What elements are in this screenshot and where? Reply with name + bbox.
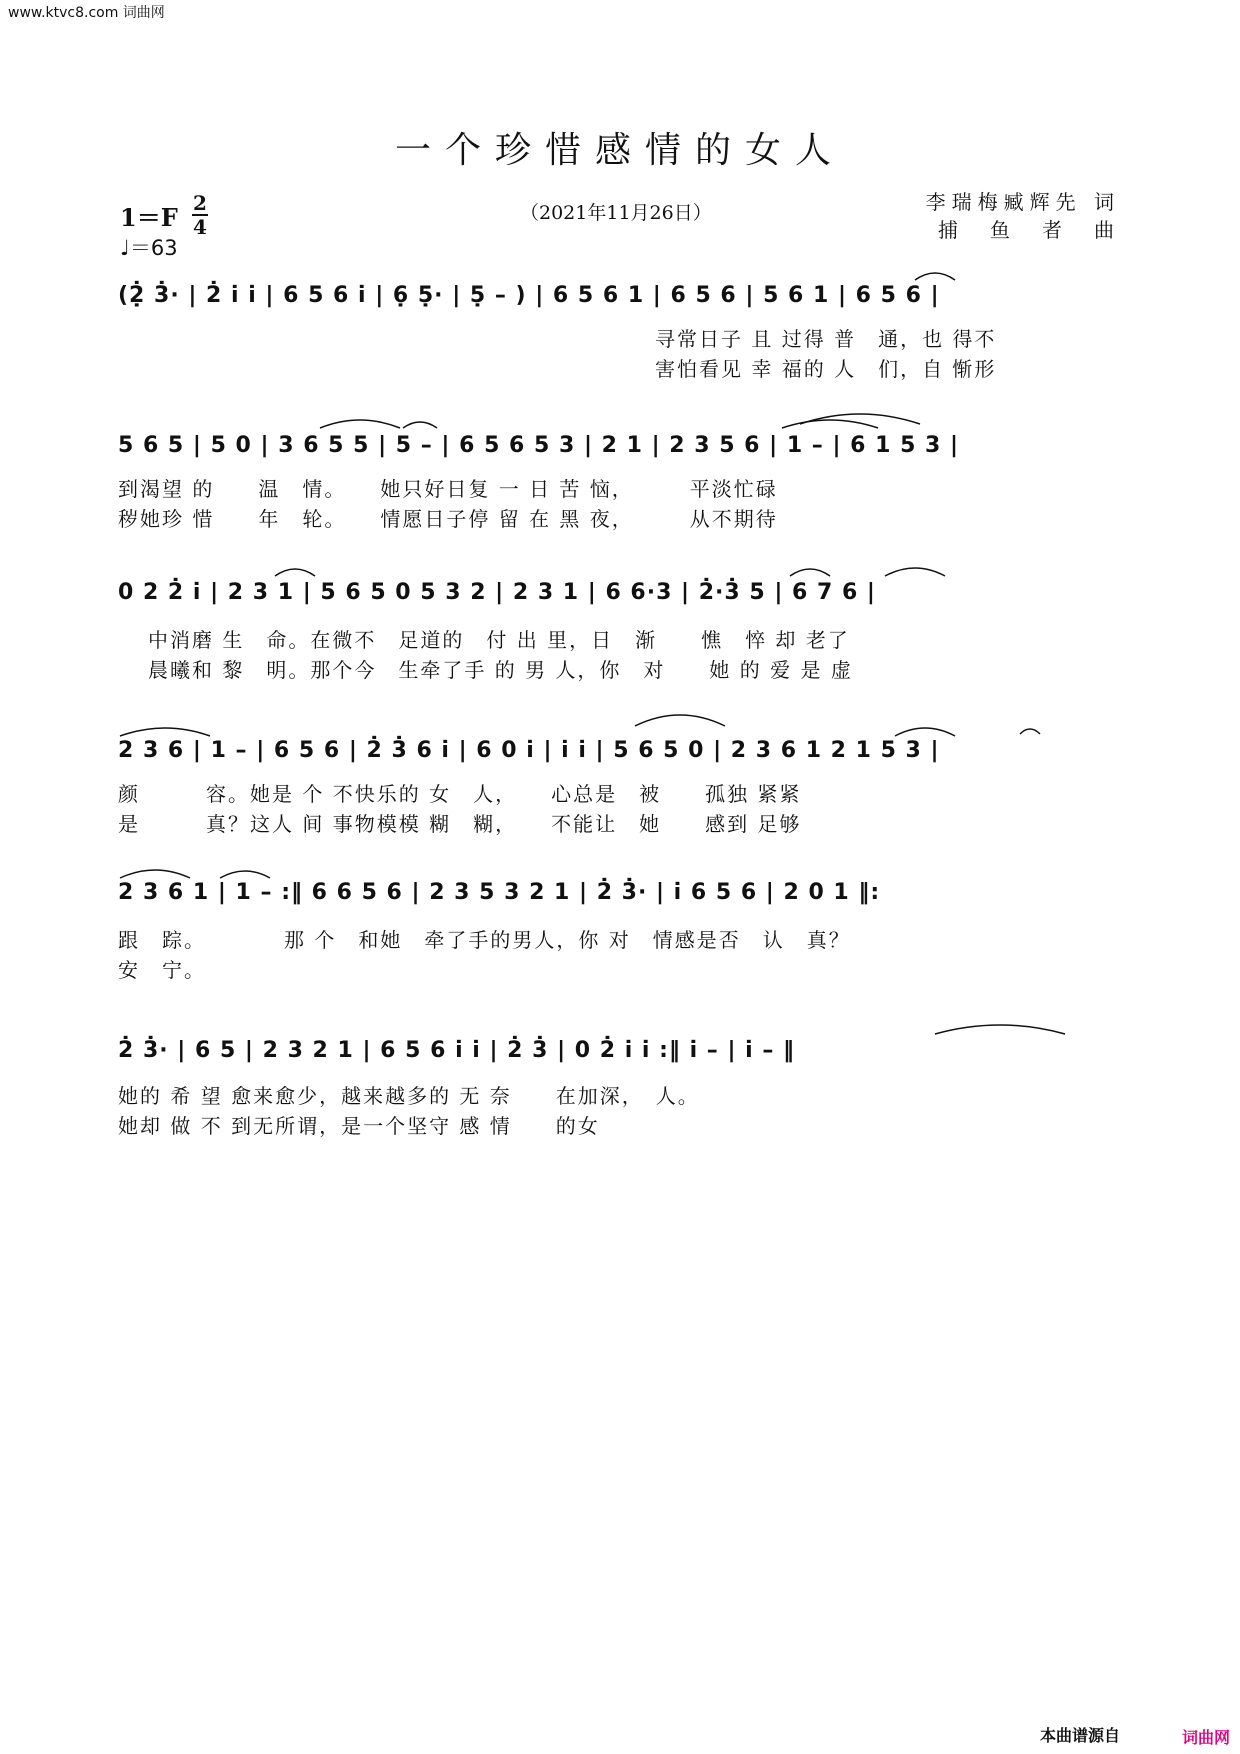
slur [885,568,945,576]
score-row-2-lyrics-verse2: 秽她珍 惜 年 轮。 情愿日子停 留 在 黑 夜， 从不期待 [118,507,778,531]
slur [915,273,955,280]
slur [220,871,270,878]
score-row-1-notes: (2̣̇ 3̇· | 2̇ i̇ i̇ | 6 5 6 i̇ | 6̣ 5̣· | 5̣ – ) | 6 5 6 1 | 6 5 6 | 5 6 1 | 6 5 6 | [118,283,940,308]
score-row-5-lyrics-verse1: 跟 踪。 那 个 和她 牵了手的男人，你 对 情感是否 认 真？ [118,928,851,952]
time-signature-top: 2 [193,191,207,215]
score-row-5-notes: 2 3 6 1 | 1 – :‖ 6 6 5 6 | 2 3 5 3 2 1 | 2̇ 3̇· | i̇ 6 5 6 | 2 0 1 ‖: [118,880,881,905]
time-signature-bottom: 4 [193,215,207,239]
tempo-marking: ♩＝63 [120,236,178,260]
score-row-5-lyrics-verse2: 安 宁。 [118,958,206,982]
score-row-1-lyrics-verse1: 寻常日子 且 过得 普 通，也 得不 [655,327,997,351]
score-row-6-notes: 2̇ 3̇· | 6 5 | 2 3 2 1 | 6 5 6 i̇ i̇ | 2̇ 3̇ | 0 2̇ i̇ i̇ :‖ i̇ – | i̇ – ‖ [118,1038,796,1063]
source-label: 本曲谱源自 [1039,1726,1120,1745]
slur [120,870,190,878]
composer-credit: 捕 鱼 者 曲 [938,218,1120,242]
slur [275,569,315,576]
slur [635,715,725,726]
site-watermark: www.ktvc8.com 词曲网 [8,5,165,21]
score-row-4-lyrics-verse1: 颜 容。她是 个 不快乐的 女 人， 心总是 被 孤独 紧紧 [118,782,802,806]
slur [320,420,400,428]
score-row-6-lyrics-verse2: 她却 做 不 到无所谓，是一个坚守 感 情 的女 [118,1114,600,1138]
composition-date: （2021年11月26日） [520,202,712,224]
slur [782,420,878,428]
score-row-3-notes: 0 2 2̇ i̇ | 2 3 1 | 5 6 5 0 5 3 2 | 2 3 1 | 6 6·3 | 2̇·3̇ 5 | 6 7 6 | [118,580,876,605]
slur [120,728,210,736]
score-row-1-lyrics-verse2: 害怕看见 幸 福的 人 们，自 惭形 [655,357,997,381]
score-row-3-lyrics-verse2: 晨曦和 黎 明。那个今 生牵了手 的 男 人，你 对 她 的 爱 是 虚 [148,658,853,682]
slur [895,728,955,736]
score-row-6-lyrics-verse1: 她的 希 望 愈来愈少，越来越多的 无 奈 在加深， 人。 [118,1084,700,1108]
score-row-4-notes: 2 3 6 | 1 – | 6 5 6 | 2̇ 3̇ 6 i̇ | 6 0 i̇ | i̇ i̇ | 5 6 5 0 | 2 3 6 1 2 1 5 3 | [118,738,940,763]
score-row-2-lyrics-verse1: 到渴望 的 温 情。 她只好日复 一 日 苦 恼， 平淡忙碌 [118,477,778,501]
key-signature: 1＝F [120,203,178,232]
score-row-4-lyrics-verse2: 是 真？这人 间 事物模模 糊 糊， 不能让 她 感到 足够 [118,812,802,836]
slur [1020,729,1040,734]
slur [790,569,830,576]
lyricist-credit: 李瑞梅臧辉先 词 [925,190,1120,214]
slur [403,422,437,428]
score-row-3-lyrics-verse1: 中消磨 生 命。在微不 足道的 付 出 里，日 渐 憔 悴 却 老了 [148,628,850,652]
song-title: 一个珍惜感情的女人 [394,130,845,171]
site-logo: 词曲网 [1181,1728,1230,1747]
slur [935,1025,1065,1034]
score-row-2-notes: 5 6 5 | 5 0 | 3 6 5 5 | 5 – | 6 5 6 5 3 | 2 1 | 2 3 5 6 | 1 – | 6 1 5 3 | [118,433,960,458]
